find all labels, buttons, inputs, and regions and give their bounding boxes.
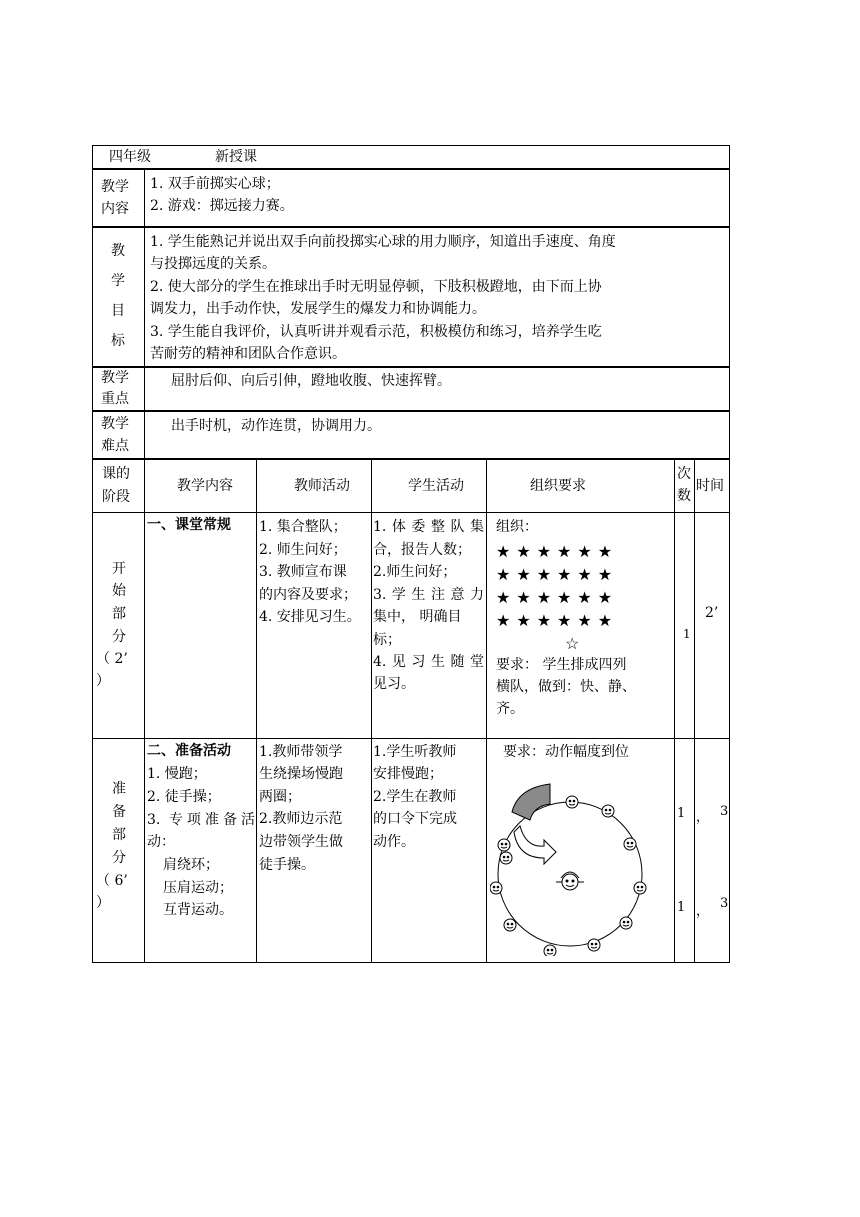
teacher-face-icon xyxy=(556,872,584,890)
student-face-icon xyxy=(504,919,516,931)
difficulties-row xyxy=(92,411,730,459)
s2-duration-comma-1: ， xyxy=(696,810,710,825)
goals-label-3: 目 xyxy=(111,303,125,319)
col-duration: 时间 xyxy=(696,478,724,494)
student-face-icon xyxy=(566,796,578,808)
s1-stage-6: ） xyxy=(96,673,110,689)
col-content: 教学内容 xyxy=(177,478,233,494)
student-face-icon xyxy=(634,882,646,894)
s1-stage-1: 开 xyxy=(112,561,126,577)
s1-teacher-mark: ☆ xyxy=(565,634,586,653)
s1-student-5: 集中， 明确目 xyxy=(373,609,462,625)
student-face-icon xyxy=(624,838,636,850)
s2-item-5: 肩绕环； xyxy=(163,857,219,873)
s2-item-1: 1. 慢跑； xyxy=(147,766,207,782)
s1-stage-4: 分 xyxy=(112,629,126,645)
s2-stage-4: 分 xyxy=(112,850,126,866)
student-face-icon xyxy=(498,839,510,851)
col-times-2: 数 xyxy=(677,488,691,504)
col-student: 学生活动 xyxy=(408,478,464,494)
goals-line-4: 调发力，出手动作快，发展学生的爆发力和协调能力。 xyxy=(150,301,486,317)
s1-student-4: 3.学生注意力 xyxy=(373,587,484,603)
col-teacher: 教师活动 xyxy=(294,478,350,494)
student-face-icon xyxy=(620,917,632,929)
s2-teacher-4: 2.教师边示范 xyxy=(259,811,343,827)
s1-duration: 2’ xyxy=(705,605,719,621)
difficulties-text: 出手时机，动作连贯，协调用力。 xyxy=(171,418,381,434)
key-points-row xyxy=(92,367,730,411)
content-line-1: 1. 双手前掷实心球； xyxy=(150,176,280,192)
s1-req-2: 横队，做到：快、静、 xyxy=(496,679,636,695)
running-track-diagram xyxy=(490,760,672,956)
curved-arrow-icon xyxy=(514,826,556,864)
s2-student-1: 1.学生听教师 xyxy=(373,744,457,760)
s1-student-1: 1.体委整队集 xyxy=(373,519,484,535)
s1-title: 一、课堂常规 xyxy=(147,517,231,533)
s2-stage-6: ） xyxy=(96,895,110,911)
key-points-label-1: 教学 xyxy=(101,370,129,386)
s1-req-3: 齐。 xyxy=(496,701,524,717)
goals-row xyxy=(92,227,730,367)
s2-item-6: 压肩运动； xyxy=(163,880,233,896)
s1-student-3: 2.师生问好； xyxy=(373,564,457,580)
goals-label-4: 标 xyxy=(111,333,125,349)
s2-teacher-1: 1.教师带领学 xyxy=(259,744,343,760)
s1-teacher-2: 2. 师生问好； xyxy=(259,542,347,558)
header-row xyxy=(92,145,730,169)
key-points-label-2: 重点 xyxy=(101,391,129,407)
col-stage-1: 课的 xyxy=(102,466,130,482)
student-face-icon xyxy=(500,852,512,864)
s2-item-7: 互背运动。 xyxy=(163,902,233,918)
goals-line-2: 与投掷远度的关系。 xyxy=(150,256,276,272)
goals-label-2: 学 xyxy=(111,273,125,289)
s1-student-6: 标； xyxy=(373,632,401,648)
s2-item-2: 2. 徒手操； xyxy=(147,789,221,805)
s2-item-4: 动： xyxy=(147,834,175,850)
s2-duration-1: 3 xyxy=(720,804,729,819)
s1-req-1: 要求： 学生排成四列 xyxy=(496,657,627,673)
s2-times-row1: 1 xyxy=(677,806,686,821)
s1-stage-2: 始 xyxy=(112,583,126,599)
s1-times: 1 xyxy=(683,627,691,641)
s2-stage-5: （ 6’ xyxy=(96,873,128,889)
s1-student-7: 4.见习生随堂 xyxy=(373,654,484,670)
direction-band-icon xyxy=(512,784,550,820)
s2-duration-2: 3 xyxy=(720,896,729,911)
s2-teacher-2: 生绕操场慢跑 xyxy=(259,766,343,782)
goals-line-5: 3. 学生能自我评价，认真听讲并观看示范，积极模仿和练习，培养学生吃 xyxy=(150,324,602,340)
col-times-1: 次 xyxy=(677,466,691,482)
s1-star-row-1: ★★★★★★ xyxy=(496,542,619,561)
content-label-1: 教学 xyxy=(101,179,129,195)
s1-org-label: 组织： xyxy=(496,519,538,535)
s1-teacher-5: 4. 安排见习生。 xyxy=(259,609,361,625)
s2-title: 二、准备活动 xyxy=(147,743,231,759)
s2-requirement: 要求：动作幅度到位 xyxy=(503,744,629,760)
col-org: 组织要求 xyxy=(530,478,586,494)
s1-stage-3: 部 xyxy=(112,606,126,622)
s1-teacher-4: 的内容及要求； xyxy=(259,587,357,603)
s2-item-3: 3. 专项准备活 xyxy=(147,812,255,828)
student-face-icon xyxy=(588,939,600,951)
s1-star-row-2: ★★★★★★ xyxy=(496,565,619,584)
s2-times-row2: 1 xyxy=(677,900,686,915)
lesson-type-label: 新授课 xyxy=(215,149,257,165)
content-row xyxy=(92,169,730,227)
lesson-plan-table xyxy=(92,145,732,963)
student-face-icon xyxy=(544,945,556,956)
s1-star-row-4: ★★★★★★ xyxy=(496,611,619,630)
s1-student-8: 见习。 xyxy=(373,676,415,692)
s2-teacher-6: 徒手操。 xyxy=(259,857,315,873)
s1-teacher-3: 3. 教师宣布课 xyxy=(259,564,347,580)
activities-grid xyxy=(92,459,730,963)
content-line-2: 2. 游戏：掷远接力赛。 xyxy=(150,198,294,214)
s1-stage-5: （ 2’ xyxy=(96,651,128,667)
s1-teacher-1: 1. 集合整队； xyxy=(259,519,347,535)
goals-line-3: 2. 使大部分的学生在推球出手时无明显停顿，下肢积极蹬地，由下而上协 xyxy=(150,279,602,295)
content-label-2: 内容 xyxy=(101,201,129,217)
s1-star-row-3: ★★★★★★ xyxy=(496,588,619,607)
goals-line-6: 苦耐劳的精神和团队合作意识。 xyxy=(150,346,346,362)
difficulties-label-1: 教学 xyxy=(101,416,129,432)
s2-student-3: 2.学生在教师 xyxy=(373,789,457,805)
s2-stage-1: 准 xyxy=(112,781,126,797)
key-points-text: 屈肘后仰、向后引伸，蹬地收腹、快速挥臂。 xyxy=(171,373,451,389)
s2-stage-3: 部 xyxy=(112,827,126,843)
grade-label: 四年级 xyxy=(109,149,151,165)
s2-student-2: 安排慢跑； xyxy=(373,766,443,782)
s1-student-2: 合，报告人数； xyxy=(373,542,471,558)
student-face-icon xyxy=(490,882,502,894)
s2-stage-2: 备 xyxy=(112,804,126,820)
goals-label-1: 教 xyxy=(111,243,125,259)
col-stage-2: 阶段 xyxy=(102,489,130,505)
s2-student-4: 的口令下完成 xyxy=(373,811,457,827)
goals-line-1: 1. 学生能熟记并说出双手向前投掷实心球的用力顺序，知道出手速度、角度 xyxy=(150,234,616,250)
s2-teacher-3: 两圈； xyxy=(259,789,301,805)
student-face-icon xyxy=(602,805,614,817)
difficulties-label-2: 难点 xyxy=(101,438,129,454)
s2-teacher-5: 边带领学生做 xyxy=(259,834,343,850)
s2-duration-comma-2: ， xyxy=(696,904,710,919)
s2-student-5: 动作。 xyxy=(373,834,415,850)
